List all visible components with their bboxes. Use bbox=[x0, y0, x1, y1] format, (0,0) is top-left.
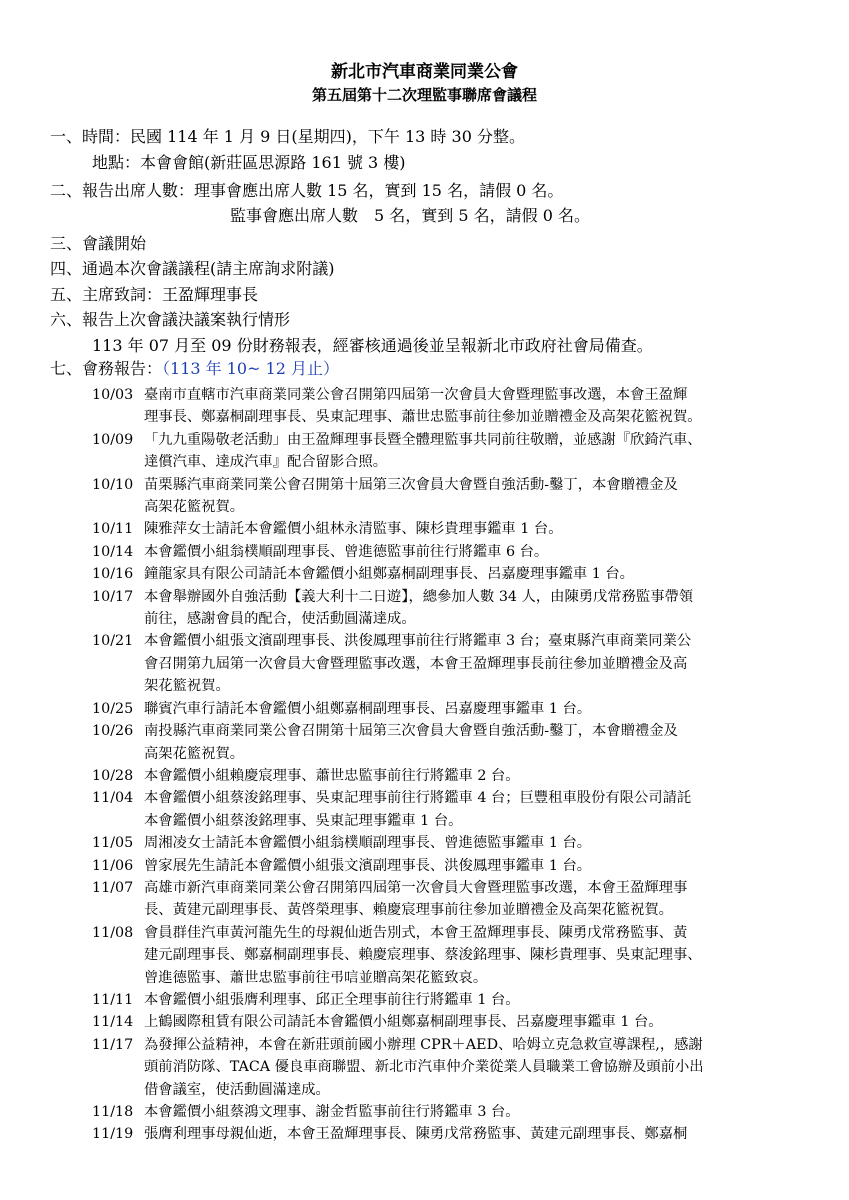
item-attendance-supervisors: 監事會應出席人數 5 名，實到 5 名，請假 0 名。 bbox=[230, 206, 590, 225]
log-entry-date: 11/05 bbox=[92, 835, 134, 852]
log-entry-date: 10/10 bbox=[92, 476, 134, 493]
log-entry-date: 10/11 bbox=[92, 521, 134, 538]
log-entry-line: 曾進德監事、蕭世忠監事前往弔唁並贈高架花籃致哀。 bbox=[144, 969, 488, 986]
log-entry-line: 高架花籃祝賀。 bbox=[144, 745, 245, 762]
log-entry bbox=[92, 720, 812, 765]
log-entry-text bbox=[144, 720, 812, 765]
log-entry-line: 本會舉辦國外自強活動【義大利十二日遊】，總參加人數 34 人，由陳勇戊常務監事帶領 bbox=[144, 588, 694, 605]
log-entry-date: 11/08 bbox=[92, 924, 134, 941]
log-entry bbox=[92, 989, 812, 1011]
log-entry-date: 10/26 bbox=[92, 723, 134, 740]
item-meeting-start: 三、會議開始 bbox=[50, 234, 147, 253]
log-entry-text bbox=[144, 586, 812, 631]
log-entry-text bbox=[144, 384, 812, 429]
log-entry-line: 曾家展先生請託本會鑑價小組張文濱副理事長、洪俊鳳理事鑑車 1 台。 bbox=[144, 857, 592, 874]
log-entry-text bbox=[144, 1011, 812, 1033]
log-entry-date: 11/06 bbox=[92, 857, 134, 874]
affairs-report-label: 七、會務報告： bbox=[50, 359, 163, 378]
log-entry bbox=[92, 855, 812, 877]
log-entry-line: 前往，感謝會員的配合，使活動圓滿達成。 bbox=[144, 611, 416, 628]
log-entry-date: 10/03 bbox=[92, 387, 134, 403]
log-entry-line: 會員群佳汽車黃河龍先生的母親仙逝告別式，本會王盈輝理事長、陳勇戊常務監事、黃 bbox=[144, 924, 688, 941]
log-entry bbox=[92, 877, 812, 922]
log-entry-text bbox=[144, 877, 812, 922]
item-previous-resolutions: 六、報告上次會議決議案執行情形 bbox=[50, 310, 291, 329]
log-entry-line: 高架花籃祝賀。 bbox=[144, 499, 245, 516]
log-entry-text bbox=[144, 474, 812, 519]
log-entry-line: 建元副理事長、鄭嘉桐副理事長、賴慶宸理事、蔡浚銘理事、陳杉貴理事、吳東記理事、 bbox=[144, 947, 702, 964]
log-entry bbox=[92, 1123, 812, 1145]
log-entry-date: 10/16 bbox=[92, 566, 134, 583]
item-affairs-report bbox=[50, 358, 339, 380]
log-entry-date: 10/21 bbox=[92, 633, 134, 650]
log-entry-text bbox=[144, 832, 812, 854]
log-entry-date: 10/14 bbox=[92, 543, 134, 560]
log-entry-line: 本會鑑價小組張膺利理事、邱正全理事前往行將鑑車 1 台。 bbox=[144, 991, 520, 1008]
log-entry-line: 周湘凌女士請託本會鑑價小組翁樸順副理事長、曾進德監事鑑車 1 台。 bbox=[144, 835, 592, 852]
log-entry bbox=[92, 630, 812, 697]
log-entry-text bbox=[144, 922, 812, 989]
log-entry-line: 長、黃建元副理事長、黃啓榮理事、賴慶宸理事前往參加並贈禮金及高架花籃祝賀。 bbox=[144, 902, 673, 919]
log-entry-text bbox=[144, 855, 812, 877]
log-entry-text bbox=[144, 563, 812, 585]
log-entry-date: 10/28 bbox=[92, 767, 134, 784]
log-entry-date: 11/11 bbox=[92, 991, 134, 1008]
log-entry bbox=[92, 1101, 812, 1123]
item-attendance: 二、報告出席人數：理事會應出席人數 15 名，實到 15 名，請假 0 名。 bbox=[50, 181, 564, 200]
log-entry-line: 會召開第九屆第一次會員大會暨理監事改選，本會王盈輝理事長前往參加並贈禮金及高 bbox=[144, 655, 688, 672]
affairs-report-range: （113 年 10~ 12 月止） bbox=[162, 359, 340, 378]
item-time: 一、時間：民國 114 年 1 月 9 日(星期四)，下午 13 時 30 分整。 bbox=[50, 127, 525, 146]
log-entry bbox=[92, 541, 812, 563]
log-entry-line: 本會鑑價小組蔡浚銘理事、吳東記理事前往行將鑑車 4 台；巨豐租車股份有限公司請託 bbox=[144, 790, 692, 807]
log-entry bbox=[92, 586, 812, 631]
log-entry-line: 南投縣汽車商業同業公會召開第十屆第三次會員大會暨自強活動-鑿丁，本會贈禮金及 bbox=[144, 723, 678, 740]
log-entry-line: 聯賓汽車行請託本會鑑價小組鄭嘉桐副理事長、呂嘉慶理事鑑車 1 台。 bbox=[144, 700, 592, 717]
log-entry-date: 11/18 bbox=[92, 1104, 134, 1120]
log-entry-line: 陳雅萍女士請託本會鑑價小組林永清監事、陳杉貴理事鑑車 1 台。 bbox=[144, 521, 563, 538]
item-location: 地點：本會會館(新莊區思源路 161 號 3 樓) bbox=[92, 153, 406, 172]
log-entry-date: 10/25 bbox=[92, 700, 134, 717]
log-entry-text bbox=[144, 1123, 812, 1145]
log-entry-date: 10/09 bbox=[92, 431, 134, 448]
log-entry bbox=[92, 765, 812, 787]
log-entry-line: 理事長、鄭嘉桐副理事長、吳東記理事、蕭世忠監事前往參加並贈禮金及高架花籃祝賀。 bbox=[144, 409, 702, 426]
log-entry-text bbox=[144, 429, 812, 474]
log-entry-text bbox=[144, 541, 812, 563]
item-chair-speech: 五、主席致詞：王盈輝理事長 bbox=[50, 285, 259, 304]
log-entry-line: 本會鑑價小組蔡浚銘理事、吳東記理事鑑車 1 台。 bbox=[144, 812, 463, 829]
item-financial-report: 113 年 07 月至 09 份財務報表，經審核通過後並呈報新北市政府社會局備查。 bbox=[92, 336, 653, 355]
log-entry bbox=[92, 474, 812, 519]
log-entry-line: 苗栗縣汽車商業同業公會召開第十屆第三次會員大會暨自強活動-鑿丁，本會贈禮金及 bbox=[144, 476, 678, 493]
log-entry-date: 11/04 bbox=[92, 790, 134, 807]
log-entry-date: 11/17 bbox=[92, 1036, 134, 1053]
log-entry-line: 張膺利理事母親仙逝，本會王盈輝理事長、陳勇戊常務監事、黃建元副理事長、鄭嘉桐 bbox=[144, 1126, 688, 1143]
log-entry-line: 達償汽車、達成汽車』配合留影合照。 bbox=[144, 454, 388, 471]
log-entry-line: 臺南市直轄市汽車商業同業公會召開第四屆第一次會員大會暨理監事改選，本會王盈輝 bbox=[144, 387, 688, 403]
log-entry-line: 為發揮公益精神，本會在新莊頭前國小辦理 CPR＋AED、哈姆立克急救宣導課程,，感謝 bbox=[144, 1036, 703, 1053]
log-entry-text bbox=[144, 989, 812, 1011]
log-entry bbox=[92, 518, 812, 540]
log-entry-line: 「九九重陽敬老活動」由王盈輝理事長暨全體理監事共同前往敬贈，並感謝『欣錡汽車、 bbox=[144, 431, 702, 448]
log-entry-text bbox=[144, 787, 812, 832]
log-entry-line: 架花籃祝賀。 bbox=[144, 678, 230, 695]
log-entry-date: 11/14 bbox=[92, 1014, 134, 1031]
log-entry-line: 本會鑑價小組蔡鴻文理事、謝金哲監事前往行將鑑車 3 台。 bbox=[144, 1104, 520, 1120]
log-entry-line: 本會鑑價小組賴慶宸理事、蕭世忠監事前往行將鑑車 2 台。 bbox=[144, 767, 520, 784]
log-entry-line: 借會議室，使活動圓滿達成。 bbox=[144, 1081, 330, 1098]
item-agenda-approval: 四、通過本次會議議程(請主席詢求附議) bbox=[50, 259, 335, 278]
log-entry-text bbox=[144, 1101, 812, 1123]
log-entry-text bbox=[144, 1034, 812, 1101]
log-entry-text bbox=[144, 630, 812, 697]
log-entry bbox=[92, 832, 812, 854]
meeting-title: 第五屆第十二次理監事聯席會議程 bbox=[311, 86, 537, 104]
log-entry-text bbox=[144, 518, 812, 540]
activity-log bbox=[92, 384, 812, 1146]
log-entry-line: 高雄市新汽車商業同業公會召開第四屆第一次會員大會暨理監事改選，本會王盈輝理事 bbox=[144, 879, 688, 896]
log-entry bbox=[92, 698, 812, 720]
log-entry-line: 本會鑑價小組張文濱副理事長、洪俊鳳理事前往行將鑑車 3 台；臺東縣汽車商業同業公 bbox=[144, 633, 692, 650]
log-entry-line: 本會鑑價小組翁樸順副理事長、曾進德監事前往行將鑑車 6 台。 bbox=[144, 543, 549, 560]
log-entry-text bbox=[144, 765, 812, 787]
log-entry-line: 上鶴國際租賃有限公司請託本會鑑價小組鄭嘉桐副理事長、呂嘉慶理事鑑車 1 台。 bbox=[144, 1014, 663, 1031]
log-entry bbox=[92, 563, 812, 585]
log-entry-date: 10/17 bbox=[92, 588, 134, 605]
log-entry-line: 鐘龍家具有限公司請託本會鑑價小組鄭嘉桐副理事長、呂嘉慶理事鑑車 1 台。 bbox=[144, 566, 634, 583]
log-entry-line: 頭前消防隊、TACA 優良車商聯盟、新北市汽車仲介業從業人員職業工會協辦及頭前小出 bbox=[144, 1059, 704, 1076]
log-entry bbox=[92, 384, 812, 429]
log-entry bbox=[92, 922, 812, 989]
log-entry bbox=[92, 429, 812, 474]
log-entry-text bbox=[144, 698, 812, 720]
org-title: 新北市汽車商業同業公會 bbox=[331, 62, 518, 82]
log-entry bbox=[92, 1011, 812, 1033]
log-entry-date: 11/19 bbox=[92, 1126, 134, 1143]
log-entry-date: 11/07 bbox=[92, 879, 134, 896]
log-entry bbox=[92, 1034, 812, 1101]
log-entry bbox=[92, 787, 812, 832]
